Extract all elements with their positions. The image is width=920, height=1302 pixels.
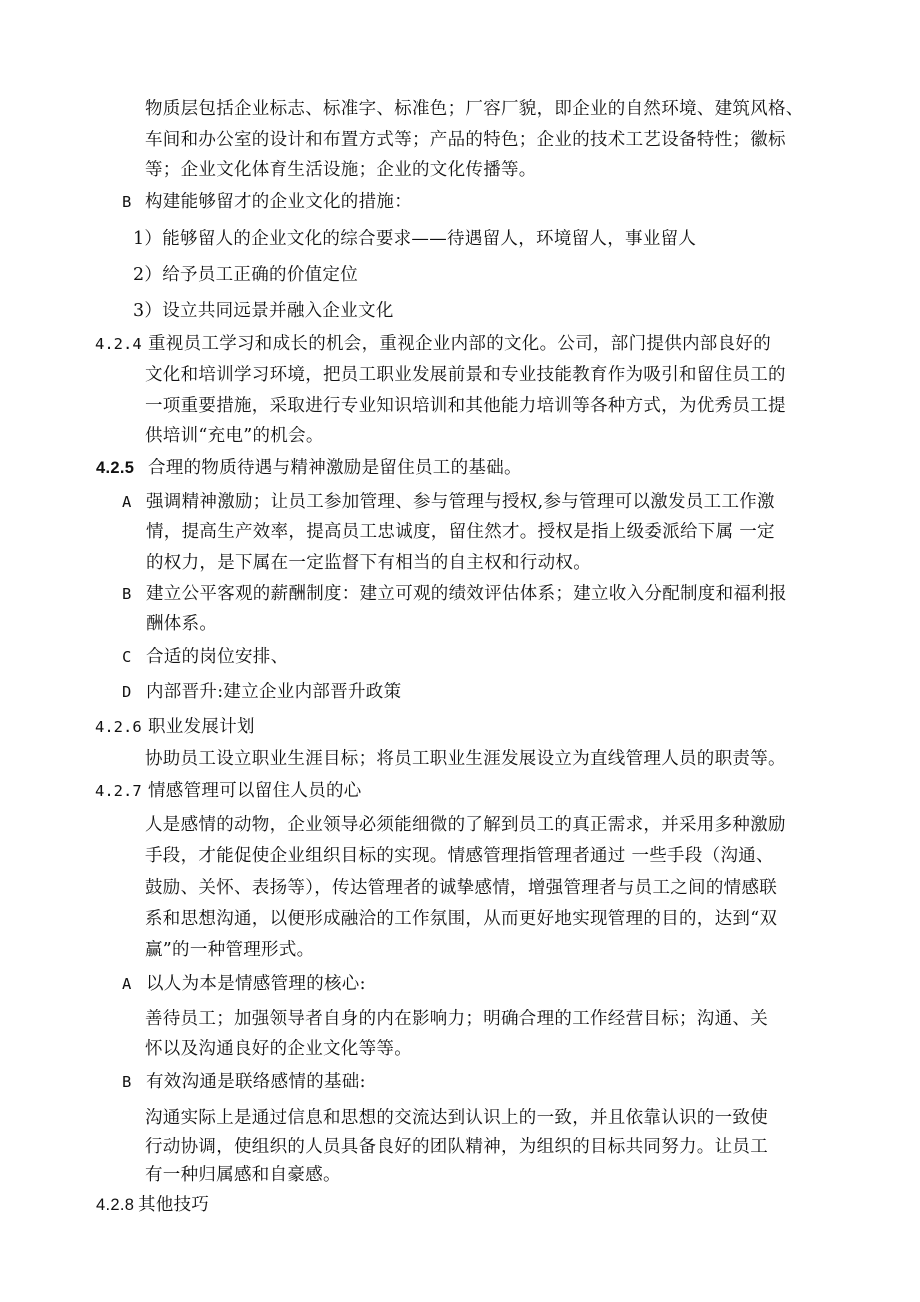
paragraph-line: 车间和办公室的设计和布置方式等；产品的特色；企业的技术工艺设备特性；徽标 bbox=[145, 130, 786, 150]
section-heading: 重视员工学习和成长的机会，重视企业内部的文化。公司，部门提供内部良好的 bbox=[148, 334, 771, 354]
section-number: 4.2.5 bbox=[96, 459, 135, 477]
item-marker: A bbox=[122, 493, 132, 511]
item-heading: 以人为本是情感管理的核心: bbox=[146, 974, 366, 994]
paragraph-line: 善待员工；加强领导者自身的内在影响力；明确合理的工作经营目标；沟通、关 bbox=[145, 1009, 768, 1029]
section-heading: 职业发展计划 bbox=[148, 717, 255, 737]
paragraph-line: 酬体系。 bbox=[146, 614, 218, 634]
paragraph-line: 等；企业文化体育生活设施；企业的文化传播等。 bbox=[145, 160, 537, 180]
section-number: 4.2.6 bbox=[95, 718, 142, 736]
paragraph-line: 情，提高生产效率，提高员工忠诚度，留住然才。授权是指上级委派给下属 一定 bbox=[146, 522, 775, 542]
item-marker: C bbox=[122, 648, 132, 666]
paragraph-line: 内部晋升:建立企业内部晋升政策 bbox=[146, 682, 402, 702]
paragraph-line: 赢”的一种管理形式。 bbox=[145, 940, 315, 960]
item-marker: A bbox=[122, 975, 132, 993]
section-heading: 其他技巧 bbox=[138, 1195, 210, 1215]
paragraph-line: 怀以及沟通良好的企业文化等等。 bbox=[145, 1039, 412, 1059]
item-marker: B bbox=[122, 193, 132, 211]
list-item: 2）给予员工正确的价值定位 bbox=[133, 265, 359, 285]
item-marker: B bbox=[122, 1073, 132, 1091]
paragraph-line: 人是感情的动物，企业领导必须能细微的了解到员工的真正需求，并采用多种激励 bbox=[145, 815, 786, 835]
paragraph-line: 沟通实际上是通过信息和思想的交流达到认识上的一致，并且依靠认识的一致使 bbox=[145, 1108, 768, 1128]
paragraph-line: 供培训“充电”的机会。 bbox=[145, 426, 324, 446]
item-heading: 有效沟通是联络感情的基础: bbox=[146, 1072, 366, 1092]
paragraph-line: 建立公平客观的薪酬制度：建立可观的绩效评估体系；建立收入分配制度和福利报 bbox=[146, 584, 787, 604]
paragraph-line: 系和思想沟通，以便形成融洽的工作氛围，从而更好地实现管理的目的，达到“双 bbox=[145, 909, 778, 929]
section-number: 4.2.4 bbox=[95, 335, 142, 353]
paragraph-line: 文化和培训学习环境，把员工职业发展前景和专业技能教育作为吸引和留住员工的 bbox=[145, 365, 786, 385]
section-heading: 合理的物质待遇与精神激励是留住员工的基础。 bbox=[148, 458, 522, 478]
paragraph-line: 一项重要措施，采取进行专业知识培训和其他能力培训等各种方式，为优秀员工提 bbox=[145, 396, 786, 416]
paragraph-line: 强调精神激励；让员工参加管理、参与管理与授权,参与管理可以激发员工工作激 bbox=[146, 492, 775, 512]
paragraph-line: 行动协调，使组织的人员具备良好的团队精神，为组织的目标共同努力。让员工 bbox=[145, 1137, 768, 1157]
list-item: 3）设立共同远景并融入企业文化 bbox=[133, 301, 394, 321]
section-number: 4.2.7 bbox=[95, 782, 142, 800]
section-number: 4.2.8 bbox=[96, 1196, 135, 1214]
list-item: 1）能够留人的企业文化的综合要求——待遇留人，环境留人，事业留人 bbox=[133, 229, 697, 249]
paragraph-line: 合适的岗位安排、 bbox=[146, 647, 289, 667]
paragraph-line: 手段，才能促使企业组织目标的实现。情感管理指管理者通过 一些手段（沟通、 bbox=[145, 846, 774, 866]
paragraph-line: 有一种归属感和自豪感。 bbox=[145, 1165, 341, 1185]
item-heading: 构建能够留才的企业文化的措施： bbox=[145, 192, 412, 212]
paragraph-line: 物质层包括企业标志、标准字、标准色；厂容厂貌，即企业的自然环境、建筑风格、 bbox=[145, 99, 804, 119]
paragraph-line: 鼓励、关怀、表扬等），传达管理者的诚挚感情，增强管理者与员工之间的情感联 bbox=[145, 878, 778, 898]
item-marker: B bbox=[122, 585, 132, 603]
paragraph-line: 协助员工设立职业生涯目标；将员工职业生涯发展设立为直线管理人员的职责等。 bbox=[145, 749, 786, 769]
item-marker: D bbox=[122, 683, 132, 701]
section-heading: 情感管理可以留住人员的心 bbox=[148, 781, 362, 801]
paragraph-line: 的权力，是下属在一定监督下有相当的自主权和行动权。 bbox=[146, 553, 591, 573]
